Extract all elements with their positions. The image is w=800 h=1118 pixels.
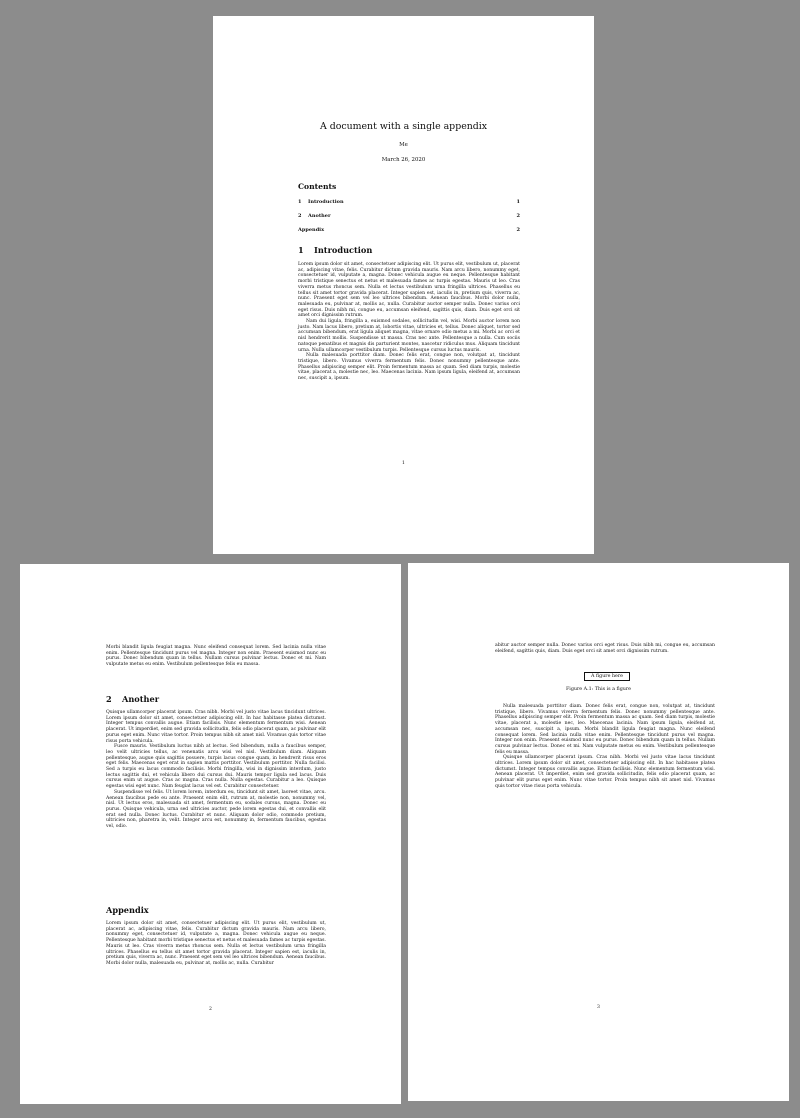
contents-heading: Contents [298,182,337,191]
figure-caption: Figure A.1: This is a figure [565,687,632,692]
introduction-body [298,262,520,382]
page-3 [408,563,789,1101]
page-2 [20,564,401,1104]
toc-entry-appendix[interactable] [298,227,520,233]
page-number: 2 [209,1007,212,1012]
toc-entry-page: 1 [516,199,520,205]
paragraph: Lorem ipsum dolor sit amet, consectetuer adipiscing elit. Ut purus elit, vestibulum ut, placerat ac, adipiscing vitae, felis. Curabitur dictum gravida mauris. Nam arcu libero, nonummy eget, consectetuer id, vulputate a, magna. Donec vehicula augue eu neque. Pellentesque habitant morbi tristique senectus et netus et malesuada fames ac turpis egestas. Mauris ut leo. Cras viverra metus rhoncus sem. Nulla et lectus vestibulum urna fringilla ultrices. Phasellus eu tellus sit amet tortor gravida placerat. Integer sapien est, iaculis in, pretium quis, viverra ac, nunc. Praesent eget sem vel leo ultrices bibendum. Aenean faucibus. Morbi dolor nulla, malesuada eu, pulvinar at, mollis ac, nulla. Curabitur auctor semper nulla. Donec varius orci eget risus. Duis nibh mi, congue eu, accumsan eleifend, sagittis quis, diam. Duis eget orci sit amet orci dignissim rutrum. [298,262,520,319]
paragraph: Suspendisse vel felis. Ut lorem lorem, interdum eu, tincidunt sit amet, laoreet vitae, arcu. Aenean faucibus pede eu ante. Praesent enim elit, rutrum at, molestie non, nonummy vel, nisl. Ut lectus eros, malesuada sit amet, fermentum eu, sodales cursus, magna. Donec eu purus. Quisque vehicula, urna sed ultricies auctor, pede lorem egestas dui, et convallis elit erat sed nulla. Donec luctus. Curabitur et nunc. Aliquam dolor odio, commodo pretium, ultricies non, pharetra in, velit. Integer arcu est, nonummy in, fermentum faucibus, egestas vel, odio. [106,789,326,830]
section-title: Introduction [314,245,373,255]
document-author: Me [399,142,408,148]
continued-text [106,645,326,668]
page-1 [213,16,594,554]
section-number: 2 [106,694,112,704]
appendix-body [106,921,326,967]
section-heading-introduction [298,245,372,255]
paragraph: Lorem ipsum dolor sit amet, consectetuer adipiscing elit. Ut purus elit, vestibulum ut, placerat ac, adipiscing vitae, felis. Curabitur dictum gravida mauris. Nam arcu libero, nonummy eget, consectetuer id, vulputate a, magna. Donec vehicula augue eu neque. Pellentesque habitant morbi tristique senectus et netus et malesuada fames ac turpis egestas. Mauris ut leo. Cras viverra metus rhoncus sem. Nulla et lectus vestibulum urna fringilla ultrices. Phasellus eu tellus sit amet tortor gravida placerat. Integer sapien est, iaculis in, pretium quis, viverra ac, nunc. Praesent eget sem vel leo ultrices bibendum. Aenean faucibus. Morbi dolor nulla, malesuada eu, pulvinar at, mollis ac, nulla. Curabitur [106,921,326,966]
toc-entry-page: 2 [516,213,520,219]
document-title: A document with a single appendix [319,121,488,132]
paragraph: Fusce mauris. Vestibulum luctus nibh at lectus. Sed bibendum, nulla a faucibus semper, leo velit ultricies tellus, ac venenatis arcu wisi vel nisl. Vestibulum diam. Aliquam pellentesque, augue quis sagittis posuere, turpis lacus congue quam, in hendrerit risus eros eget felis. Maecenas eget erat in sapien mattis porttitor. Vestibulum porttitor. Nulla facilisi. Sed a turpis eu lacus commodo facilisis. Morbi fringilla, wisi in dignissim interdum, justo lectus sagittis dui, et vehicula libero dui cursus dui. Mauris tempor ligula sed lacus. Duis cursus enim ut augue. Cras ac magna. Cras nulla. Nulla egestas. Curabitur a leo. Quisque egestas wisi eget nunc. Nam feugiat lacus vel est. Curabitur consectetuer. [106,744,326,790]
section-heading-another [106,694,159,704]
toc-entry-label: Appendix [298,227,325,233]
appendix-heading: Appendix [106,905,149,915]
continued-text [495,643,715,654]
document-date: March 26, 2020 [381,157,426,163]
toc-entry-number: 1 [298,199,302,205]
page-number: 3 [597,1005,600,1010]
paragraph: Morbi blandit ligula feugiat magna. Nunc eleifend consequat lorem. Sed lacinia nulla vitae enim. Pellentesque tincidunt purus vel magna. Integer non enim. Praesent euismod nunc eu purus. Donec bibendum quam in tellus. Nullam cursus pulvinar lectus. Donec et mi. Nam vulputate metus eu enim. Vestibulum pellentesque felis eu massa. [106,645,326,668]
toc-entry-number: 2 [298,213,302,219]
toc-entry-page: 2 [516,227,520,233]
figure-box: A figure here [584,672,630,681]
paragraph: Nam dui ligula, fringilla a, euismod sodales, sollicitudin vel, wisi. Morbi auctor lorem non justo. Nam lacus libero, pretium at, lobortis vitae, ultricies et, tellus. Donec aliquet, tortor sed accumsan bibendum, erat ligula aliquet magna, vitae ornare odio metus a mi. Morbi ac orci et nisl hendrerit mollis. Suspendisse ut massa. Cras nec ante. Pellentesque a nulla. Cum sociis natoque penatibus et magnis dis parturient montes, nascetur ridiculus mus. Aliquam tincidunt urna. Nulla ullamcorper vestibulum turpis. Pellentesque cursus luctus mauris. [298,319,520,353]
paragraph: Quisque ullamcorper placerat ipsum. Cras nibh. Morbi vel justo vitae lacus tincidunt ultrices. Lorem ipsum dolor sit amet, consectetuer adipiscing elit. In hac habitasse platea dictumst. Integer tempus convallis augue. Etiam facilisis. Nunc elementum fermentum wisi. Aenean placerat. Ut imperdiet, enim sed gravida sollicitudin, felis odio placerat quam, ac pulvinar elit purus eget enim. Nunc vitae tortor. Proin tempus nibh sit amet nisl. Vivamus quis tortor vitae risus porta vehicula. [495,755,715,789]
section-number: 1 [298,245,304,255]
toc-entry-label: Introduction [308,199,344,205]
paragraph: Quisque ullamcorper placerat ipsum. Cras nibh. Morbi vel justo vitae lacus tincidunt ultrices. Lorem ipsum dolor sit amet, consectetuer adipiscing elit. In hac habitasse platea dictumst. Integer tempus convallis augue. Etiam facilisis. Nunc elementum fermentum wisi. Aenean placerat. Ut imperdiet, enim sed gravida sollicitudin, felis odio placerat quam, ac pulvinar elit purus eget enim. Nunc vitae tortor. Proin tempus nibh sit amet nisl. Vivamus quis tortor vitae risus porta vehicula. [106,710,326,744]
paragraph: abitur auctor semper nulla. Donec varius orci eget risus. Duis nibh mi, congue eu, accumsan eleifend, sagittis quis, diam. Duis eget orci sit amet orci dignissim rutrum. [495,643,715,654]
page-number: 1 [402,461,405,466]
another-body [106,710,326,830]
appendix-continued-body [495,704,715,790]
toc-entry-label: Another [308,213,331,219]
paragraph: Nulla malesuada porttitor diam. Donec felis erat, congue non, volutpat at, tincidunt tristique, libero. Vivamus viverra fermentum felis. Donec nonummy pellentesque ante. Phasellus adipiscing semper elit. Proin fermentum massa ac quam. Sed diam turpis, molestie vitae, placerat a, molestie nec, leo. Maecenas lacinia. Nam ipsum ligula, eleifend at, accumsan nec, suscipit a, ipsum. Morbi blandit ligula feugiat magna. Nunc eleifend consequat lorem. Sed lacinia nulla vitae enim. Pellentesque tincidunt purus vel magna. Integer non enim. Praesent euismod nunc eu purus. Donec bibendum quam in tellus. Nullam cursus pulvinar lectus. Donec et mi. Nam vulputate metus eu enim. Vestibulum pellentesque felis eu massa. [495,704,715,755]
section-title: Another [122,694,160,704]
toc-entry-another[interactable] [298,213,520,219]
toc-entry-introduction[interactable] [298,199,520,205]
paragraph: Nulla malesuada porttitor diam. Donec felis erat, congue non, volutpat at, tincidunt tristique, libero. Vivamus viverra fermentum felis. Donec nonummy pellentesque ante. Phasellus adipiscing semper elit. Proin fermentum massa ac quam. Sed diam turpis, molestie vitae, placerat a, molestie nec, leo. Maecenas lacinia. Nam ipsum ligula, eleifend at, accumsan nec, suscipit a, ipsum. [298,353,520,382]
